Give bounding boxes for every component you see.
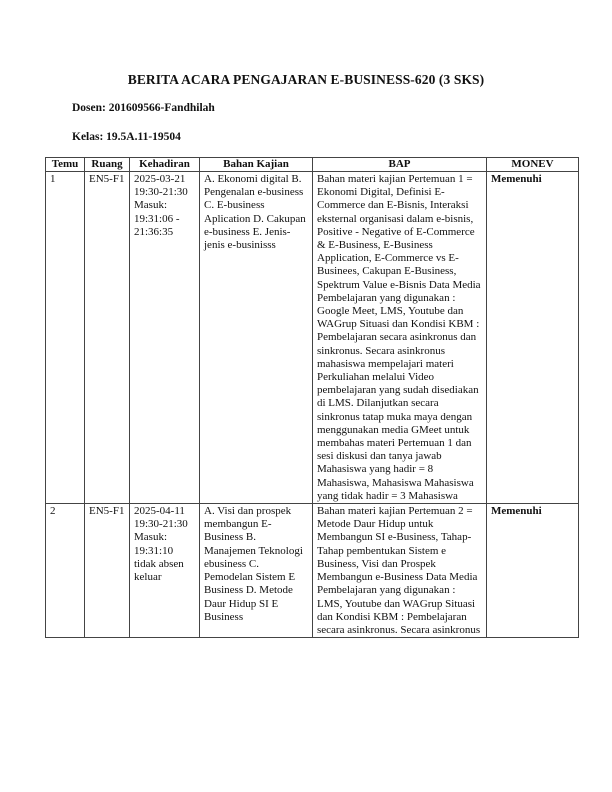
cell-bahan-kajian: A. Visi dan prospek membangun E-Business B. Manajemen Teknologi ebusiness C. Pemodelan Sistem E Business D. Metode Daur Hidup SI E Business (200, 504, 313, 638)
header-bahan-kajian: Bahan Kajian (200, 158, 313, 172)
header-ruang: Ruang (85, 158, 130, 172)
table-header (46, 158, 579, 172)
header-bap: BAP (313, 158, 487, 172)
cell-monev: Memenuhi (487, 172, 579, 504)
cell-ruang: EN5-F1 (85, 504, 130, 638)
header-row (46, 158, 579, 172)
header-monev: MONEV (487, 158, 579, 172)
cell-bahan-kajian: A. Ekonomi digital B. Pengenalan e-business C. E-business Aplication D. Cakupan e-business E. Jenis-jenis e-businisss (200, 172, 313, 504)
class-line: Kelas: 19.5A.11-19504 (72, 131, 181, 143)
teaching-record-table (45, 157, 579, 638)
table-row (46, 172, 579, 504)
header-temu: Temu (46, 158, 85, 172)
cell-monev: Memenuhi (487, 504, 579, 638)
cell-kehadiran: 2025-04-11 19:30-21:30 Masuk: 19:31:10 tidak absen keluar (130, 504, 200, 638)
page-title: BERITA ACARA PENGAJARAN E-BUSINESS-620 (3 SKS) (127, 72, 485, 87)
header-kehadiran: Kehadiran (130, 158, 200, 172)
cell-bap: Bahan materi kajian Pertemuan 1 = Ekonomi Digital, Definisi E-Commerce dan E-Bisnis, Interaksi eksternal organisasi dalam e-bisnis, Positive - Negative of E-Commerce & E-Business, E-Business Application, E-Commerce vs E-Businees, Cakupan E-Business, Spektrum Value e-Bisnis Data Media Pembelajaran yang digunakan : Google Meet, LMS, Youtube dan WAGrup Situasi dan Kondisi KBM : Pembelajaran secara asinkronus dan sinkronus. Secara asinkronus mahasiswa mempelajari materi Perkuliahan melalui Video pembelajaran yang sudah disediakan di LMS. Dilanjutkan secara sinkronus tatap muka maya dengan menggunakan media GMeet untuk membahas materi Pertemuan 1 dan sesi diskusi dan tanya jawab Mahasiswa yang hadir = 8 Mahasiswa, Mahasiswa Mahasiswa yang tidak hadir = 3 Mahasiswa (313, 172, 487, 504)
cell-kehadiran: 2025-03-21 19:30-21:30 Masuk: 19:31:06 - 21:36:35 (130, 172, 200, 504)
lecturer-line: Dosen: 201609566-Fandhilah (72, 102, 215, 114)
table-body (46, 172, 579, 638)
table-row (46, 504, 579, 638)
cell-temu: 2 (46, 504, 85, 638)
cell-temu: 1 (46, 172, 85, 504)
cell-bap: Bahan materi kajian Pertemuan 2 = Metode Daur Hidup untuk Membangun SI e-Business, Tahap-Tahap pembentukan Sistem e Business, Visi dan Prospek Membangun e-Business Data Media Pembelajaran yang digunakan : LMS, Youtube dan WAGrup Situasi dan Kondisi KBM : Pembelajaran secara asinkronus. Secara asinkronus (313, 504, 487, 638)
cell-ruang: EN5-F1 (85, 172, 130, 504)
